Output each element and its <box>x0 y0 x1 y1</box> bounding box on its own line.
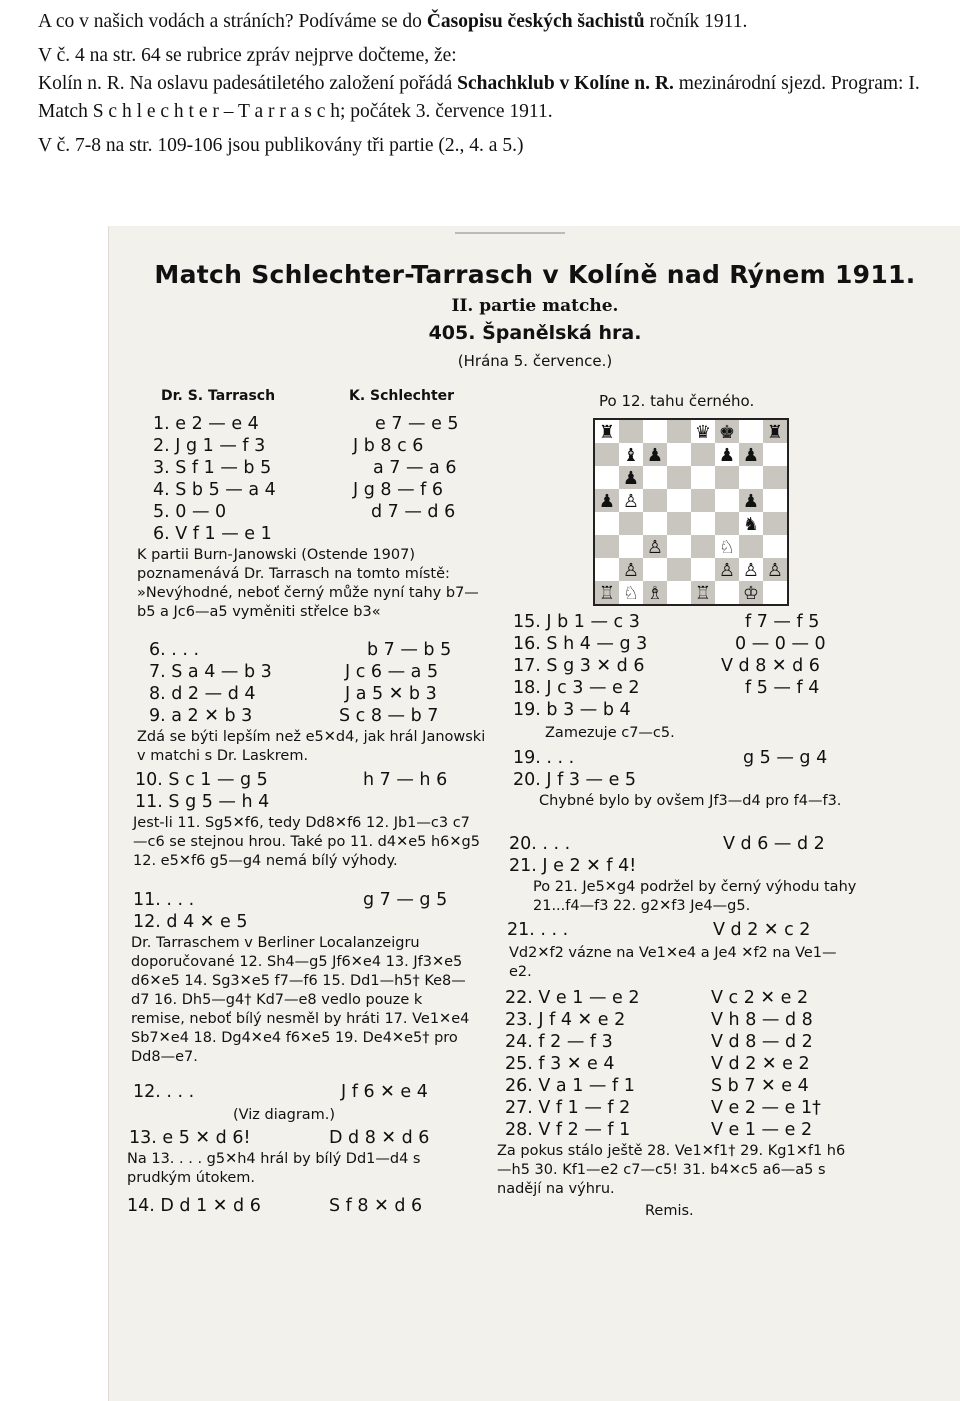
move-text: d 7 — d 6 <box>371 502 456 522</box>
board-square <box>643 489 667 512</box>
board-square <box>595 535 619 558</box>
move-text: J a 5 ✕ b 3 <box>345 684 437 704</box>
board-square <box>595 512 619 535</box>
board-square: ♘ <box>622 582 640 603</box>
move-text: S c 8 — b 7 <box>339 706 439 726</box>
board-square: ♝ <box>622 444 640 465</box>
board-square: ♞ <box>742 513 760 534</box>
annotation-note: Remis. <box>645 1203 694 1219</box>
board-square: ♔ <box>739 581 763 604</box>
board-square: ♟ <box>595 489 619 512</box>
annotation-note: (Viz diagram.) <box>233 1107 336 1123</box>
move-text: 15. J b 1 — c 3 <box>513 612 640 632</box>
move-text: V d 8 ✕ d 6 <box>721 656 820 676</box>
move-text: b 7 — b 5 <box>367 640 452 660</box>
move-text: 23. J f 4 ✕ e 2 <box>505 1010 626 1030</box>
board-square: ♙ <box>643 535 667 558</box>
board-square: ♙ <box>763 558 787 581</box>
move-text: h 7 — h 6 <box>363 770 448 790</box>
chess-diagram <box>593 418 789 606</box>
move-text: 3. S f 1 — b 5 <box>153 458 272 478</box>
board-square <box>667 581 691 604</box>
move-text: 21. . . . <box>507 920 569 940</box>
board-square <box>667 512 691 535</box>
board-square <box>691 466 715 489</box>
move-text: f 7 — f 5 <box>745 612 820 632</box>
board-square: ♖ <box>691 581 715 604</box>
move-text: 20. J f 3 — e 5 <box>513 770 637 790</box>
board-square <box>667 443 691 466</box>
board-square: ♗ <box>643 581 667 604</box>
board-square: ♜ <box>763 420 787 443</box>
move-text: 13. e 5 ✕ d 6! <box>129 1128 251 1148</box>
move-text: V e 2 — e 1† <box>711 1098 821 1118</box>
annotation-note: Zdá se býti lepším než e5✕d4, jak hrál Janowski v matchi s Dr. Laskrem. <box>137 729 486 764</box>
move-text: 22. V e 1 — e 2 <box>505 988 640 1008</box>
board-square <box>691 489 715 512</box>
board-square <box>763 466 787 489</box>
board-square <box>667 420 691 443</box>
annotation-note: Vd2✕f2 vázne na Ve1✕e4 a Je4 ✕f2 na Ve1—e2. <box>509 945 837 980</box>
move-text: 1. e 2 — e 4 <box>153 414 259 434</box>
board-square: ♟ <box>739 443 763 466</box>
board-square <box>619 535 643 558</box>
board-square: ♙ <box>622 490 640 511</box>
move-text: 10. S c 1 — g 5 <box>135 770 268 790</box>
move-text: J b 8 c 6 <box>353 436 424 456</box>
move-text: a 7 — a 6 <box>373 458 457 478</box>
annotation-note: Dr. Tarraschem v Berliner Localanzeigru doporučované 12. Sh4—g5 Jf6✕e4 13. Jf3✕e5 d6✕e5 14. Sg3✕e5 f7—f6 15. Dd1—h5† Ke8—d7 16. Dh5—g4† Kd7—e8 vedlo pouze k remise, neboť bílý nesměl by hráti 17. Ve1✕e4 Sb7✕e4 18. Dg4✕e4 f6✕e5 19. De4✕e5† pro Dd8—e7. <box>131 935 470 1065</box>
board-square <box>763 512 787 535</box>
move-text: 19. b 3 — b 4 <box>513 700 631 720</box>
annotation-note: Za pokus stálo ještě 28. Ve1✕f1† 29. Kg1✕f1 h6—h5 30. Kf1—e2 c7—c5! 31. b4✕c5 a6—a5 s nadějí na výhru. <box>497 1143 846 1197</box>
journal-name: Časopisu českých šachistů <box>426 11 645 32</box>
intro-paragraph-2: V č. 4 na str. 64 se rubrice zpráv nejprve dočteme, že: <box>38 45 457 66</box>
board-square <box>619 512 643 535</box>
annotation-note: Zamezuje c7—c5. <box>545 725 675 741</box>
move-text: g 5 — g 4 <box>743 748 828 768</box>
move-text: 7. S a 4 — b 3 <box>149 662 272 682</box>
move-text: 25. f 3 ✕ e 4 <box>505 1054 615 1074</box>
board-square: ♟ <box>643 443 667 466</box>
board-square <box>715 489 739 512</box>
board-square: ♟ <box>619 466 643 489</box>
diagram-caption: Po 12. tahu černého. <box>599 392 755 410</box>
move-text: 27. V f 1 — f 2 <box>505 1098 631 1118</box>
game-number: 405. Španělská hra. <box>428 322 642 344</box>
move-text: g 7 — g 5 <box>363 890 448 910</box>
board-square <box>619 420 643 443</box>
intro-text <box>38 8 938 160</box>
board-square: ♛ <box>694 421 712 442</box>
board-square: ♘ <box>718 536 736 557</box>
board-square <box>691 558 715 581</box>
intro-paragraph-1: A co v našich vodách a stráních? Podíváme se do Časopisu českých šachistů ročník 1911. <box>38 11 748 32</box>
board-square <box>739 466 763 489</box>
move-text: 6. . . . <box>149 640 200 660</box>
board-square <box>691 512 715 535</box>
move-text: J g 8 — f 6 <box>353 480 444 500</box>
board-square: ♟ <box>739 489 763 512</box>
move-text: V h 8 — d 8 <box>711 1010 813 1030</box>
move-text: 4. S b 5 — a 4 <box>153 480 276 500</box>
board-square <box>643 466 667 489</box>
move-text: 11. S g 5 — h 4 <box>135 792 270 812</box>
move-text: 16. S h 4 — g 3 <box>513 634 648 654</box>
board-square <box>763 443 787 466</box>
annotation-note: Po 21. Je5✕g4 podržel by černý výhodu tahy 21...f4—f3 22. g2✕f3 Je4—g5. <box>533 879 857 914</box>
scanned-page <box>108 226 960 1401</box>
move-text: S f 8 ✕ d 6 <box>329 1196 423 1216</box>
move-text: S b 7 ✕ e 4 <box>711 1076 809 1096</box>
board-square <box>667 558 691 581</box>
annotation-note: K partii Burn-Janowski (Ostende 1907) poznamenává Dr. Tarrasch na tomto místě: »Nevýhodné, neboť černý může nyní tahy b7—b5 a Jc6—a5 vyměniti střelce b3« <box>137 547 479 620</box>
annotation-note: Chybné bylo by ovšem Jf3—d4 pro f4—f3. <box>539 793 842 809</box>
annotation-note: Jest-li 11. Sg5✕f6, tedy Dd8✕f6 12. Jb1—c3 c7—c6 se stejnou hrou. Také po 11. d4✕e5 h6✕g5 12. e5✕f6 g5—g4 nemá bílý výhody. <box>133 815 480 869</box>
page-mark <box>455 232 565 234</box>
board-square <box>667 489 691 512</box>
annotation-note: Na 13. . . . g5✕h4 hrál by bílý Dd1—d4 s prudkým útokem. <box>127 1151 421 1186</box>
move-text: J c 6 — a 5 <box>345 662 439 682</box>
board-square: ♙ <box>715 558 739 581</box>
move-text: V d 6 — d 2 <box>723 834 825 854</box>
board-square <box>595 466 619 489</box>
board-square <box>715 466 739 489</box>
move-text: 20. . . . <box>509 834 571 854</box>
board-square <box>595 558 619 581</box>
board-square: ♟ <box>718 444 736 465</box>
move-text: 19. . . . <box>513 748 575 768</box>
white-player: Dr. S. Tarrasch <box>161 388 276 404</box>
move-text: 21. J e 2 ✕ f 4! <box>509 856 637 876</box>
board-square <box>667 535 691 558</box>
move-text: D d 8 ✕ d 6 <box>329 1128 430 1148</box>
board-square <box>763 581 787 604</box>
board-square: ♜ <box>598 421 616 442</box>
intro-paragraph-4: V č. 7-8 na str. 109-106 jsou publikovány tři partie (2., 4. a 5.) <box>38 135 524 156</box>
game-date: (Hrána 5. července.) <box>457 352 613 370</box>
board-square: ♚ <box>715 420 739 443</box>
board-square <box>595 443 619 466</box>
board-square <box>715 512 739 535</box>
move-text: 24. f 2 — f 3 <box>505 1032 613 1052</box>
move-text: 14. D d 1 ✕ d 6 <box>127 1196 261 1216</box>
board-square <box>643 420 667 443</box>
move-text: 9. a 2 ✕ b 3 <box>149 706 253 726</box>
board-square <box>739 535 763 558</box>
board-square <box>739 420 763 443</box>
move-text: 18. J c 3 — e 2 <box>513 678 640 698</box>
game-part: II. partie matche. <box>451 296 619 316</box>
board-square <box>715 581 739 604</box>
board-square <box>643 558 667 581</box>
move-text: 26. V a 1 — f 1 <box>505 1076 635 1096</box>
move-text: V d 2 ✕ e 2 <box>711 1054 810 1074</box>
match-title: Match Schlechter-Tarrasch v Kolíně nad Rýnem 1911. <box>154 260 916 289</box>
club-name: Schachklub v Kolíne n. R. <box>457 73 674 94</box>
move-text: 6. V f 1 — e 1 <box>153 524 272 544</box>
black-player: K. Schlechter <box>349 388 455 404</box>
move-text: V e 1 — e 2 <box>711 1120 813 1140</box>
move-text: e 7 — e 5 <box>375 414 459 434</box>
move-text: 2. J g 1 — f 3 <box>153 436 266 456</box>
move-text: V d 8 — d 2 <box>711 1032 813 1052</box>
board-square: ♙ <box>619 558 643 581</box>
move-text: 17. S g 3 ✕ d 6 <box>513 656 645 676</box>
move-text: 8. d 2 — d 4 <box>149 684 256 704</box>
board-square <box>763 489 787 512</box>
board-square: ♖ <box>595 581 619 604</box>
board-square: ♙ <box>742 559 760 580</box>
board-square <box>763 535 787 558</box>
move-text: 12. d 4 ✕ e 5 <box>133 912 248 932</box>
move-text: 5. 0 — 0 <box>153 502 227 522</box>
move-text: 12. . . . <box>133 1082 195 1102</box>
move-text: V d 2 ✕ c 2 <box>713 920 811 940</box>
move-text: 0 — 0 — 0 <box>735 634 826 654</box>
board-square <box>643 512 667 535</box>
move-text: J f 6 ✕ e 4 <box>341 1082 428 1102</box>
board-square <box>691 535 715 558</box>
board-square <box>667 466 691 489</box>
move-text: 11. . . . <box>133 890 195 910</box>
intro-paragraph-3: Kolín n. R. Na oslavu padesátiletého založení pořádá Schachklub v Kolíne n. R. mezinárodní sjezd. Program: I. Match S c h l e c h t e r – T a r r a s c h; počátek 3. července 1911. <box>38 73 920 122</box>
move-text: 28. V f 2 — f 1 <box>505 1120 631 1140</box>
board-square <box>691 443 715 466</box>
move-text: V c 2 ✕ e 2 <box>711 988 809 1008</box>
move-text: f 5 — f 4 <box>745 678 820 698</box>
